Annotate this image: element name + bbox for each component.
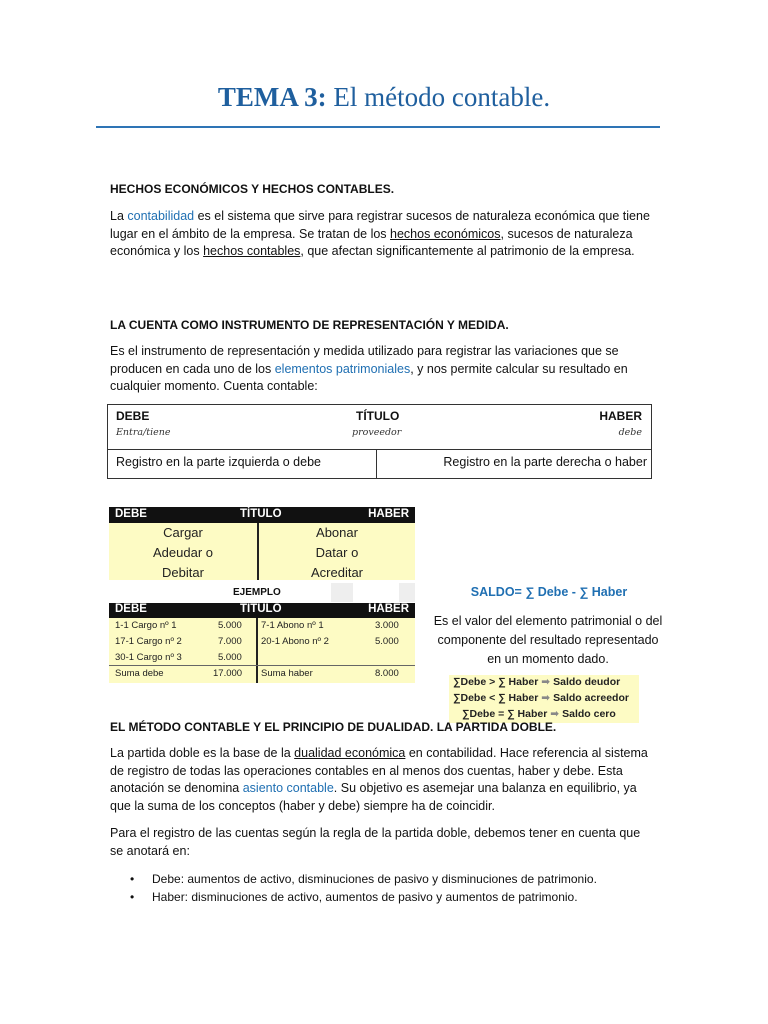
t2-sum-haber: Suma haber 8.000 bbox=[261, 668, 399, 679]
t2-sum-debe: Suma debe 17.000 bbox=[115, 668, 243, 679]
arrow-right-icon: ➡ bbox=[550, 708, 560, 720]
cuenta-debe-header: DEBE bbox=[116, 409, 150, 423]
cuenta-table bbox=[107, 404, 652, 479]
paragraph-cuenta: Es el instrumento de representación y medida utilizado para registrar las variaciones que se producen en cada uno de los elementos patrimoniales, y nos permite calcular su resultado en cualquier momento. Cuenta contable: bbox=[110, 344, 628, 393]
handwritten-note-left: Entra/tiene bbox=[116, 427, 171, 438]
saldo-rule-deudor: ∑Debe > ∑ Haber ➡ Saldo deudor bbox=[453, 676, 621, 688]
page-title: TEMA 3: El método contable. bbox=[217, 82, 551, 112]
handwritten-note-right: debe bbox=[618, 427, 642, 438]
saldo-rule-acreedor: ∑Debe < ∑ Haber ➡ Saldo acreedor bbox=[453, 692, 629, 704]
cuenta-right-text: Registro en la parte derecha o haber bbox=[443, 455, 647, 469]
saldo-formula: SALDO= ∑ Debe - ∑ Haber bbox=[470, 585, 628, 599]
saldo-rules-box bbox=[449, 675, 639, 723]
bullet-haber: • Haber: disminuciones de activo, aumentos de pasivo y aumentos de patrimonio. bbox=[130, 890, 578, 904]
cuenta-left-text: Registro en la parte izquierda o debe bbox=[116, 455, 321, 469]
t1-right-column: Abonar Datar o Acreditar bbox=[310, 525, 364, 580]
link-contabilidad[interactable]: contabilidad bbox=[127, 209, 195, 223]
ejemplo-row bbox=[109, 583, 415, 602]
t1-left-column: Cargar Adeudar o Debitar bbox=[153, 525, 213, 580]
paragraph-contabilidad: La contabilidad es el sistema que sirve para registrar sucesos de naturaleza económica que tiene lugar en el ámbito de la empresa. Se tratan de los hechos económicos, sucesos de naturaleza económica y los hechos contables, que afectan significantemente al patrimonio de la empresa. bbox=[110, 209, 650, 258]
t2-row-right-2: 20-1 Abono nº 2 5.000 bbox=[261, 636, 399, 647]
t2-row-left-2: 17-1 Cargo nº 2 7.000 bbox=[115, 636, 242, 647]
arrow-right-icon: ➡ bbox=[541, 692, 551, 704]
paragraph-partida-doble: La partida doble es la base de la dualidad económica en contabilidad. Hace referencia al sistema de registro de todas las operaciones contables en al menos dos cuentas, haber y debe. Esta anotación se denomina asiento contable. Su objetivo es asemejar una balanza en equilibrio, ya que la suma de los conceptos (haber y debe) siempre ha de coincidir. bbox=[110, 746, 648, 813]
ejemplo-label: EJEMPLO bbox=[233, 587, 281, 598]
handwritten-note-middle: proveedor bbox=[352, 427, 402, 438]
example-account-table bbox=[109, 603, 415, 683]
saldo-rule-cero: ∑Debe = ∑ Haber ➡ Saldo cero bbox=[462, 708, 616, 720]
t2-titulo-header: TÍTULO bbox=[240, 603, 282, 615]
bullet-icon: • bbox=[130, 872, 135, 886]
section-heading-partida-doble: EL MÉTODO CONTABLE Y EL PRINCIPIO DE DUALIDAD. LA PARTIDA DOBLE. bbox=[110, 720, 557, 734]
t1-titulo-header: TÍTULO bbox=[240, 508, 282, 520]
t2-row-left-3: 30-1 Cargo nº 3 5.000 bbox=[115, 652, 242, 663]
bullet-debe: • Debe: aumentos de activo, disminuciones de pasivo y disminuciones de patrimonio. bbox=[130, 872, 597, 886]
link-elementos-patrimoniales[interactable]: elementos patrimoniales bbox=[274, 361, 411, 376]
t1-haber-header: HABER bbox=[368, 508, 409, 520]
saldo-description: Es el valor del elemento patrimonial o del componente del resultado representado en un momento dado. bbox=[433, 614, 663, 666]
t2-haber-header: HABER bbox=[368, 603, 409, 615]
t1-debe-header: DEBE bbox=[115, 508, 147, 520]
cuenta-titulo-header: TÍTULO bbox=[356, 409, 400, 423]
t2-divider bbox=[256, 618, 258, 683]
arrow-right-icon: ➡ bbox=[541, 676, 551, 688]
debe-haber-terms-table bbox=[109, 507, 415, 580]
t2-debe-header: DEBE bbox=[115, 603, 147, 615]
section-heading-cuenta: LA CUENTA COMO INSTRUMENTO DE REPRESENTACIÓN Y MEDIDA. bbox=[110, 318, 509, 332]
t2-row-right-1: 7-1 Abono nº 1 3.000 bbox=[261, 620, 399, 631]
t2-row-left-1: 1-1 Cargo nº 1 5.000 bbox=[115, 620, 242, 631]
link-asiento-contable[interactable]: asiento contable bbox=[242, 781, 334, 795]
paragraph-regla: Para el registro de las cuentas según la regla de la partida doble, debemos tener en cuenta que se anotará en: bbox=[110, 826, 641, 858]
bullet-icon: • bbox=[130, 890, 135, 904]
t2-sum-rule bbox=[109, 665, 415, 666]
cuenta-haber-header: HABER bbox=[599, 409, 642, 423]
section-heading-hechos: HECHOS ECONÓMICOS Y HECHOS CONTABLES. bbox=[110, 182, 395, 196]
title-divider bbox=[96, 126, 660, 128]
